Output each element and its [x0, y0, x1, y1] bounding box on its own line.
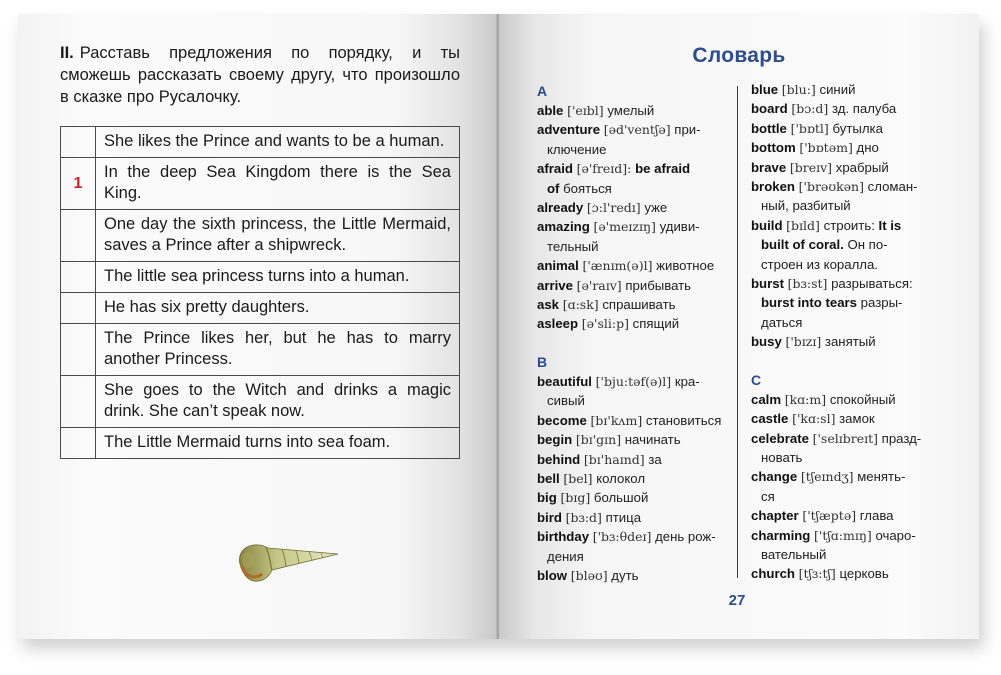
entry-translation: колокол — [596, 470, 646, 486]
entry-translation: спрашивать — [602, 297, 676, 313]
entry-continuation — [751, 196, 939, 215]
entry-headword: beautiful — [537, 373, 592, 389]
entry-headword: busy — [751, 334, 782, 350]
dictionary-entry — [537, 198, 723, 217]
entry-transcription: ['bju:təf(ə)l] — [595, 373, 672, 389]
entry-translation: дуть — [611, 567, 639, 583]
entry-continuation — [751, 448, 939, 467]
dictionary-entry — [537, 450, 723, 469]
dictionary-entry — [537, 469, 723, 488]
sentence-cell: The little sea princess turns into a human. — [96, 262, 460, 293]
entry-example-cont: burst into tears — [761, 295, 857, 311]
entry-translation-cont: разры- — [860, 295, 903, 311]
entry-headword: adventure — [537, 122, 601, 138]
table-row — [61, 376, 460, 428]
entry-translation: начинать — [624, 432, 681, 448]
entry-translation-cont: Он по- — [847, 237, 888, 253]
entry-transcription: [ə'freɪd]: — [576, 161, 632, 177]
entry-translation: животное — [656, 258, 715, 274]
order-number-cell[interactable] — [61, 293, 96, 324]
entry-transcription: [bɪ'kʌm] — [590, 412, 643, 428]
sentence-cell: The Little Mermaid turns into sea foam. — [96, 428, 460, 459]
dictionary-entry — [751, 429, 939, 468]
entry-translation: бутылка — [832, 120, 883, 136]
dictionary-entry — [751, 332, 939, 351]
entry-translation: храбрый — [835, 159, 889, 175]
dictionary-entry — [537, 101, 723, 120]
entry-translation-cont: тельный — [547, 238, 599, 254]
entry-translation: церковь — [839, 566, 889, 582]
entry-translation-cont: ный, разбитый — [761, 198, 851, 214]
dictionary-entry — [751, 274, 939, 332]
order-number-cell[interactable] — [61, 428, 96, 459]
entry-headword: chapter — [751, 508, 799, 524]
order-number-cell[interactable]: 1 — [61, 158, 96, 210]
entry-headword: big — [537, 490, 557, 506]
task-instruction — [60, 42, 460, 108]
entry-translation: птица — [605, 509, 642, 525]
dictionary-entry — [751, 216, 939, 274]
table-row — [61, 127, 460, 158]
entry-translation: кра- — [674, 373, 700, 389]
entry-transcription: [bləʊ] — [570, 567, 608, 583]
entry-transcription: ['brəʊkən] — [798, 179, 864, 195]
entry-headword: calm — [751, 391, 782, 407]
dictionary-letter-heading: A — [537, 83, 548, 99]
entry-transcription: ['tʃɑ:mɪŋ] — [814, 527, 872, 543]
dictionary-entry — [537, 120, 723, 159]
entry-headword: burst — [751, 276, 784, 292]
entry-transcription: ['kɑ:sl] — [792, 411, 836, 427]
entry-continuation — [537, 391, 723, 410]
entry-transcription: [blu:] — [781, 82, 816, 97]
sentence-cell: In the deep Sea Kingdom there is the Sea King. — [96, 158, 460, 210]
dictionary-entry — [751, 506, 939, 525]
column-divider — [737, 86, 738, 578]
entry-translation: спокойный — [829, 391, 896, 407]
right-page — [499, 14, 979, 639]
entry-transcription: [əd'ventʃə] — [603, 122, 671, 138]
dictionary-entry — [751, 564, 939, 583]
entry-transcription: [bɜ:d] — [565, 509, 602, 525]
entry-transcription: [bɪ'haɪnd] — [583, 451, 645, 467]
entry-transcription: ['ænɪm(ə)l] — [582, 258, 653, 274]
sentence-cell: The Prince likes her, but he has to marry another Princess. — [96, 324, 460, 376]
section-gap — [751, 352, 939, 369]
entry-transcription: [bɪld] — [786, 217, 820, 233]
entry-translation-cont: новать — [761, 449, 803, 465]
entry-headword: become — [537, 412, 587, 428]
sentence-cell: One day the sixth princess, the Little Mermaid, saves a Prince after a shipwreck. — [96, 210, 460, 262]
entry-continuation — [537, 179, 723, 198]
dictionary-entry — [751, 409, 939, 428]
entry-example: It is — [878, 217, 902, 233]
sentence-cell: He has six pretty daughters. — [96, 293, 460, 324]
entry-example-cont: of — [547, 180, 560, 196]
entry-headword: blue — [751, 82, 779, 97]
dictionary-entry — [537, 488, 723, 507]
sentence-cell: She goes to the Witch and drinks a magic drink. She can’t speak now. — [96, 376, 460, 428]
entry-headword: afraid — [537, 161, 573, 177]
dictionary-entry — [537, 372, 723, 411]
entry-transcription: [ɑ:sk] — [562, 297, 599, 313]
entry-translation: становиться — [645, 412, 722, 428]
entry-headword: bottom — [751, 140, 796, 156]
entry-headword: able — [537, 103, 564, 118]
entry-headword: animal — [537, 258, 579, 274]
order-number-cell[interactable] — [61, 262, 96, 293]
entry-headword: broken — [751, 179, 795, 195]
entry-transcription: [bel] — [563, 470, 593, 486]
entry-continuation — [751, 545, 939, 564]
entry-translation: сломан- — [867, 179, 918, 195]
entry-translation: замок — [839, 411, 875, 427]
entry-continuation — [751, 255, 939, 274]
entry-transcription: [ɔ:l'redɪ] — [586, 200, 641, 216]
entry-translation: строить: — [823, 217, 875, 233]
entry-headword: blow — [537, 567, 568, 583]
entry-translation-cont: сивый — [547, 393, 585, 409]
dictionary-column-a — [537, 80, 723, 585]
entry-translation: при- — [674, 122, 701, 138]
entry-headword: castle — [751, 411, 789, 427]
entry-translation: зд. палуба — [831, 101, 897, 117]
entry-transcription: [ə'meɪzɪŋ] — [593, 219, 656, 235]
entry-headword: build — [751, 217, 783, 233]
order-number-cell[interactable] — [61, 324, 96, 376]
entry-translation: удиви- — [659, 219, 700, 235]
dictionary-entry — [537, 295, 723, 314]
dictionary-letter-heading: C — [751, 371, 762, 388]
dictionary-entry — [537, 411, 723, 430]
entry-headword: charming — [751, 527, 811, 543]
entry-translation: разрываться: — [831, 276, 913, 292]
dictionary-entry — [751, 177, 939, 216]
entry-headword: ask — [537, 297, 560, 313]
entry-transcription: [tʃeɪndʒ] — [800, 469, 854, 485]
order-number-cell[interactable] — [61, 376, 96, 428]
entry-transcription: [ə'sli:p] — [581, 316, 629, 332]
dictionary-entry — [537, 276, 723, 295]
entry-continuation — [537, 140, 723, 159]
entry-translation: за — [648, 451, 662, 467]
entry-headword: behind — [537, 451, 581, 467]
entry-translation: дно — [856, 140, 879, 156]
dictionary-entry — [751, 390, 939, 409]
entry-translation: очаро- — [875, 527, 916, 543]
dictionary-letter-heading: B — [537, 353, 548, 370]
entry-headword: celebrate — [751, 430, 809, 446]
entry-translation: день рож- — [655, 529, 716, 545]
entry-continuation — [537, 547, 723, 566]
entry-transcription: ['bɪzɪ] — [785, 334, 822, 350]
entry-translation-cont: ключение — [547, 141, 607, 157]
entry-headword: bird — [537, 509, 562, 525]
entry-translation: празд- — [881, 430, 922, 446]
entry-translation-cont: вательный — [761, 546, 827, 562]
dictionary-entry — [537, 256, 723, 275]
table-row — [61, 158, 460, 210]
entry-translation: уже — [644, 200, 668, 216]
entry-translation: занятый — [824, 334, 876, 350]
table-row — [61, 210, 460, 262]
entry-continuation — [751, 487, 939, 506]
entry-transcription: [kɑ:m] — [784, 391, 827, 407]
entry-transcription: ['bɒtəm] — [799, 140, 853, 156]
entry-translation: синий — [819, 82, 856, 97]
dictionary-entry — [537, 527, 723, 566]
entry-translation-cont: ся — [761, 488, 775, 504]
entry-transcription: [ə'raɪv] — [576, 277, 622, 293]
dictionary-entry — [537, 314, 723, 333]
entry-headword: bell — [537, 470, 560, 486]
order-number-cell[interactable] — [61, 210, 96, 262]
dictionary-entry — [751, 158, 939, 177]
entry-example-cont: built of coral. — [761, 237, 844, 253]
dictionary-entry — [537, 159, 723, 198]
dictionary-title: Словарь — [692, 44, 786, 67]
left-page — [18, 14, 499, 639]
entry-headword: board — [751, 101, 788, 117]
entry-transcription: [bɔ:d] — [791, 101, 829, 117]
dictionary-entry — [537, 508, 723, 527]
seashell-icon — [226, 530, 346, 590]
entry-headword: asleep — [537, 316, 579, 332]
table-row — [61, 324, 460, 376]
dictionary-entry — [751, 138, 939, 157]
entry-headword: birthday — [537, 529, 590, 545]
entry-headword: arrive — [537, 277, 573, 293]
entry-transcription: [bɜ:st] — [787, 276, 828, 292]
table-row — [61, 293, 460, 324]
page-number: 27 — [728, 592, 746, 609]
sentence-cell: She likes the Prince and wants to be a human. — [96, 127, 460, 158]
entry-translation: менять- — [857, 469, 906, 485]
entry-translation: спящий — [632, 316, 680, 332]
entry-headword: brave — [751, 159, 787, 175]
dictionary-entry — [751, 99, 939, 118]
entry-translation-cont: бояться — [563, 180, 612, 196]
entry-continuation — [751, 235, 939, 254]
table-row — [61, 428, 460, 459]
entry-translation-cont: строен из коралла. — [761, 256, 878, 272]
dictionary-column-b — [751, 80, 939, 584]
entry-continuation — [751, 293, 939, 312]
entry-headword: amazing — [537, 219, 590, 235]
entry-translation: умелый — [607, 103, 655, 118]
entry-transcription: ['eɪbl] — [567, 103, 604, 118]
entry-continuation — [537, 237, 723, 256]
entry-transcription: ['bɜ:θdeɪ] — [592, 529, 652, 545]
entry-transcription: ['selɪbreɪt] — [812, 430, 878, 446]
dictionary-entry — [751, 526, 939, 565]
dictionary-entry — [537, 566, 723, 585]
entry-headword: change — [751, 469, 798, 485]
task-number: II. — [60, 44, 74, 62]
entry-headword: already — [537, 200, 584, 216]
entry-continuation — [751, 313, 939, 332]
story-order-table — [60, 126, 460, 459]
table-row — [61, 262, 460, 293]
entry-headword: begin — [537, 432, 573, 448]
dictionary-entry — [537, 217, 723, 256]
entry-transcription: [bɪ'gɪn] — [575, 432, 622, 448]
order-number-cell[interactable] — [61, 127, 96, 158]
entry-example: be afraid — [635, 161, 691, 177]
entry-transcription: [tʃɜ:tʃ] — [798, 566, 836, 582]
entry-translation-cont: дения — [547, 548, 584, 564]
task-text: Расставь предложения по порядку, и ты сможешь рассказать своему другу, что произошло в сказке про Русалочку. — [60, 44, 460, 106]
entry-headword: church — [751, 566, 795, 582]
entry-transcription: [bɪg] — [560, 490, 591, 506]
dictionary-entry — [751, 80, 939, 99]
entry-transcription: ['bɒtl] — [790, 120, 829, 136]
entry-transcription: ['tʃæptə] — [802, 508, 857, 524]
dictionary-entry — [537, 430, 723, 449]
dictionary-entry — [751, 119, 939, 138]
dictionary-entry — [751, 467, 939, 506]
section-gap — [537, 334, 723, 351]
entry-transcription: [breɪv] — [789, 159, 833, 175]
entry-headword: bottle — [751, 120, 787, 136]
entry-translation: прибывать — [625, 277, 692, 293]
entry-translation-cont: даться — [761, 314, 803, 330]
entry-translation: глава — [859, 508, 894, 524]
entry-translation: большой — [593, 490, 649, 506]
